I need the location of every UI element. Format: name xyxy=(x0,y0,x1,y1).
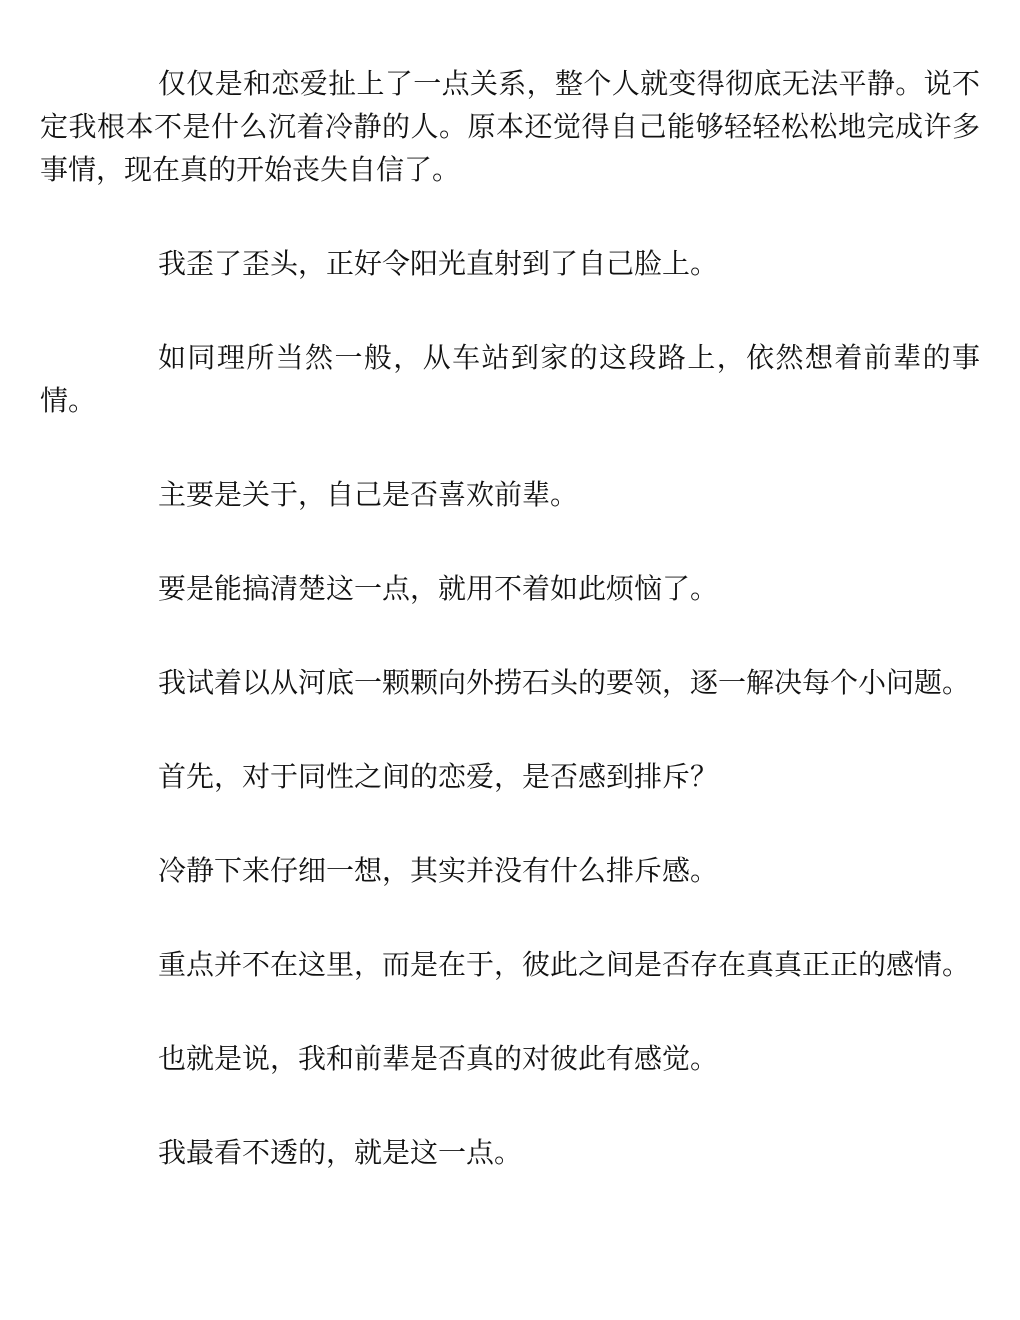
paragraph-2: 我歪了歪头，正好令阳光直射到了自己脸上。 xyxy=(158,247,719,280)
paragraph-5: 要是能搞清楚这一点，就用不着如此烦恼了。 xyxy=(158,572,719,605)
paragraph-3: 如同理所当然一般，从车站到家的这段路上，依然想着前辈的事情。 xyxy=(40,341,980,417)
document-page xyxy=(40,62,980,1174)
paragraph-1: 仅仅是和恋爱扯上了一点关系，整个人就变得彻底无法平静。说不定我根本不是什么沉着冷静的人。原本还觉得自己能够轻轻松松地完成许多事情，现在真的开始丧失自信了。 xyxy=(40,67,980,186)
paragraph-10: 也就是说，我和前辈是否真的对彼此有感觉。 xyxy=(158,1042,719,1075)
paragraph-9: 重点并不在这里，而是在于，彼此之间是否存在真真正正的感情。 xyxy=(158,948,971,981)
paragraph-6: 我试着以从河底一颗颗向外捞石头的要领，逐一解决每个小问题。 xyxy=(158,666,971,699)
paragraph-8: 冷静下来仔细一想，其实并没有什么排斥感。 xyxy=(158,854,719,887)
paragraph-4: 主要是关于，自己是否喜欢前辈。 xyxy=(158,478,579,511)
paragraph-11: 我最看不透的，就是这一点。 xyxy=(158,1136,523,1169)
paragraph-7: 首先，对于同性之间的恋爱，是否感到排斥？ xyxy=(158,760,719,793)
